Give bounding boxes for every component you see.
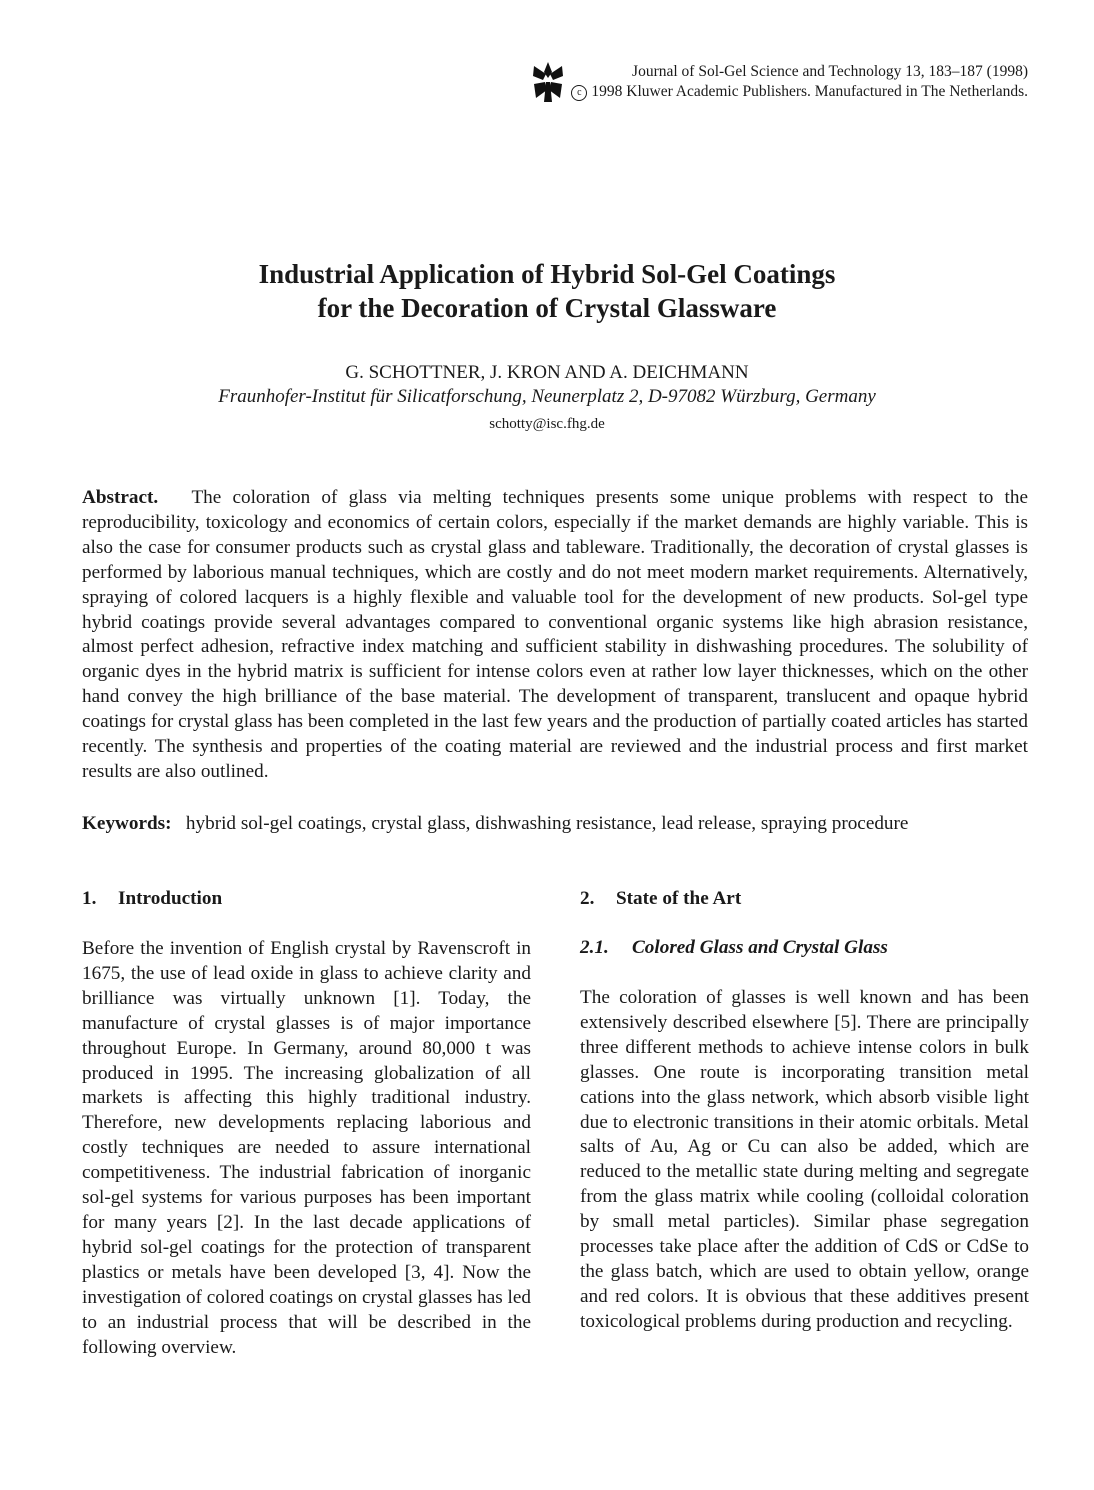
keywords-text: hybrid sol-gel coatings, crystal glass, dishwashing resistance, lead release, spraying procedure	[185, 813, 909, 834]
keywords-label: Keywords:	[82, 813, 172, 834]
journal-citation: Journal of Sol-Gel Science and Technology 13, 183–187 (1998)	[632, 63, 1028, 80]
abstract	[82, 486, 1028, 785]
section-number: 2.	[580, 888, 595, 909]
title-line-2: for the Decoration of Crystal Glassware	[317, 293, 777, 323]
affiliation: Fraunhofer-Institut für Silicatforschung, Neunerplatz 2, D-97082 Würzburg, Germany	[218, 386, 876, 407]
abstract-label: Abstract.	[82, 487, 159, 508]
copyright-icon: c	[571, 85, 587, 101]
section-title: Introduction	[118, 888, 223, 909]
section-heading-introduction	[82, 888, 531, 913]
keywords	[82, 813, 1028, 835]
right-column	[580, 888, 1029, 1335]
kluwer-publisher-logo-icon	[531, 60, 565, 104]
subsection-title: Colored Glass and Crystal Glass	[632, 937, 888, 958]
subsection-heading-colored-glass	[580, 937, 1029, 962]
section-title: State of the Art	[616, 888, 742, 909]
copyright-text: 1998 Kluwer Academic Publishers. Manufactured in The Netherlands.	[591, 83, 1028, 100]
paper-title	[0, 257, 1094, 325]
author-email: schotty@isc.fhg.de	[489, 416, 605, 432]
authors: G. SCHOTTNER, J. KRON AND A. DEICHMANN	[345, 362, 749, 383]
abstract-text: The coloration of glass via melting techniques presents some unique problems with respect to the reproducibility, toxicology and economics of certain colors, especially if the market demands are highly variable. This is also the case for consumer products such as crystal glass and tableware. Traditionally, the decoration of crystal glasses is performed by laborious manual techniques, which are costly and do not meet modern market requirements. Alternatively, spraying of colored lacquers is a highly flexible and valuable tool for the development of new products. Sol-gel type hybrid coatings provide several advantages compared to conventional organic systems like high abrasion resistance, almost perfect adhesion, refractive index matching and sufficient stability in dishwashing procedures. The solubility of organic dyes in the hybrid matrix is sufficient for intense colors even at rather low layer thicknesses, which on the other hand convey the high brilliance of the base material. The development of transparent, translucent and opaque hybrid coatings for crystal glass has been completed in the last few years and the production of partially coated articles has started recently. The synthesis and properties of the coating material are reviewed and the industrial process and first market results are also outlined.	[82, 487, 1028, 782]
left-column	[82, 888, 531, 1360]
title-line-1: Industrial Application of Hybrid Sol-Gel Coatings	[258, 259, 836, 289]
journal-header	[531, 62, 1028, 104]
section-heading-state-of-art	[580, 888, 1029, 913]
copyright-notice	[571, 82, 1028, 102]
introduction-body: Before the invention of English crystal by Ravenscroft in 1675, the use of lead oxide in glass to achieve clarity and brilliance was virtually unknown [1]. Today, the manufacture of crystal glasses is of major importance throughout Europe. In Germany, around 80,000 t was produced in 1995. The increasing globalization of all markets is affecting this highly traditional industry. Therefore, new developments replacing laborious and costly techniques are needed to assure international competitiveness. The industrial fabrication of inorganic sol-gel systems for various purposes has been important for many years [2]. In the last decade applications of hybrid sol-gel coatings for the protection of transparent plastics or metals have been developed [3, 4]. Now the investigation of colored coatings on crystal glasses has led to an industrial process that will be described in the following overview.	[82, 938, 531, 1358]
state-of-art-body: The coloration of glasses is well known and has been extensively described elsewhere [5]. There are principally three different methods to achieve intense colors in bulk glasses. One route is incorporating transition metal cations into the glass network, which absorb visible light due to electronic transitions in their atomic orbitals. Metal salts of Au, Ag or Cu can also be added, which are reduced to the metallic state during melting and segregate from the glass matrix while cooling (colloidal coloration by small metal particles). Similar phase segregation processes take place after the addition of CdS or CdSe to the glass batch, which are used to obtain yellow, orange and red colors. It is obvious that these additives present toxicological problems during production and recycling.	[580, 987, 1029, 1332]
section-number: 1.	[82, 888, 97, 909]
subsection-number: 2.1.	[580, 937, 609, 958]
